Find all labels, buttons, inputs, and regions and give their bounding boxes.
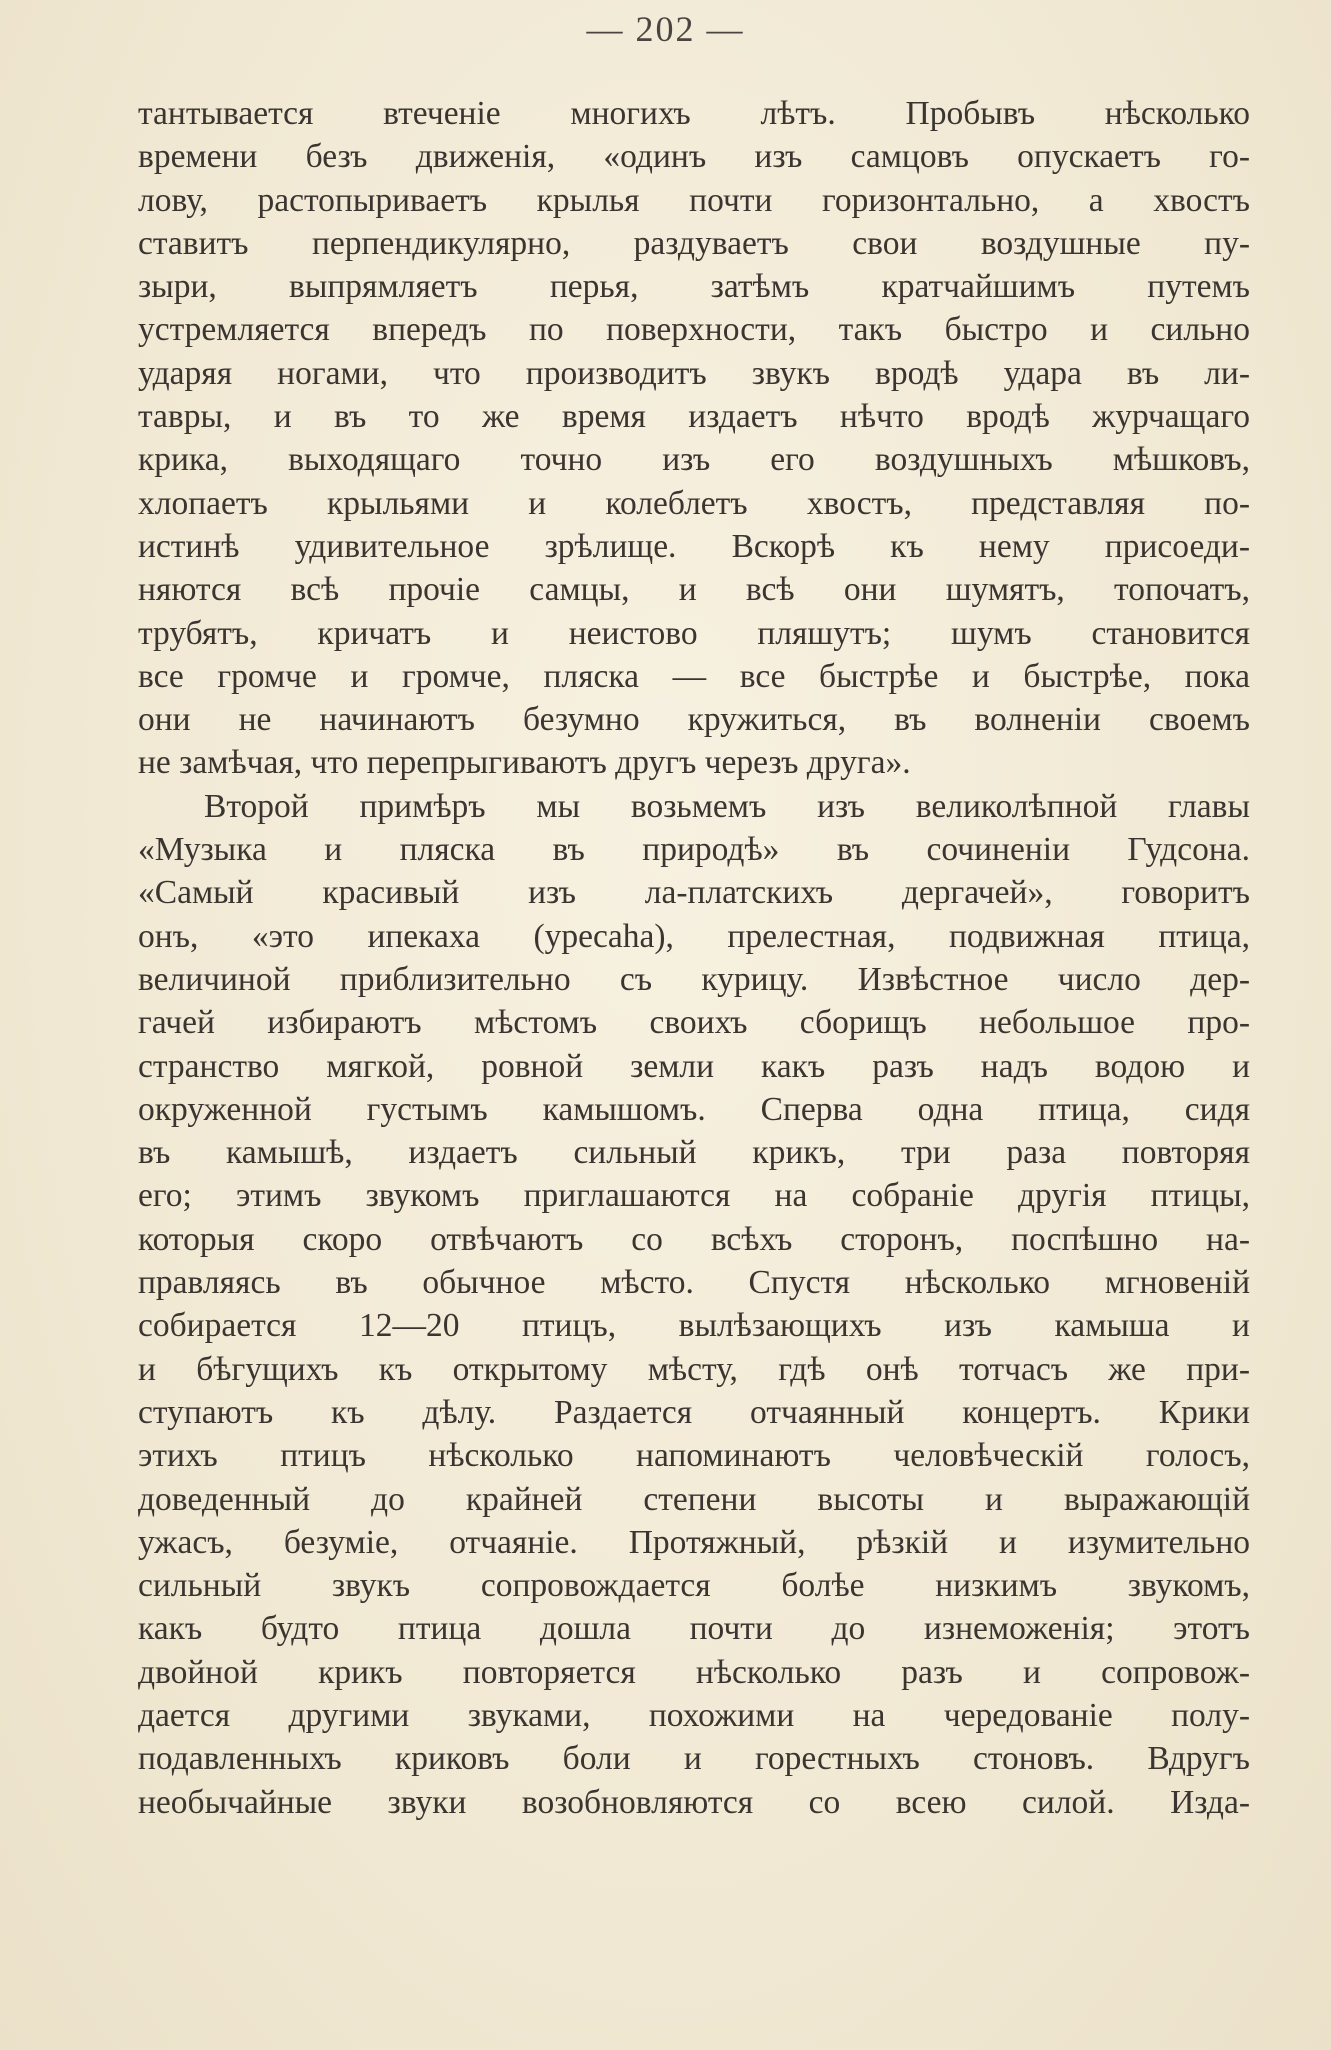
- text-line: времени безъ движенія, «одинъ изъ самцовъ опускаетъ го-: [138, 138, 1250, 176]
- text-line: подавленныхъ криковъ боли и горестныхъ стоновъ. Вдругъ: [138, 1740, 1250, 1778]
- body-text: [138, 92, 1250, 1824]
- text-line: ставитъ перпендикулярно, раздуваетъ свои воздушные пу-: [138, 224, 1250, 262]
- text-line: его; этимъ звукомъ приглашаются на собраніе другія птицы,: [138, 1177, 1250, 1215]
- text-line: все громче и громче, пляска — все быстрѣе и быстрѣе, пока: [138, 657, 1250, 695]
- text-line: «Музыка и пляска въ природѣ» въ сочиненіи Гудсона.: [138, 831, 1250, 869]
- text-line: онъ, «это ипекаха (ypecaha), прелестная, подвижная птица,: [138, 917, 1250, 955]
- text-line: ужасъ, безуміе, отчаяніе. Протяжный, рѣзкій и изумительно: [138, 1523, 1250, 1561]
- text-line: гачей избираютъ мѣстомъ своихъ сборищъ небольшое про-: [138, 1004, 1250, 1042]
- text-line: какъ будто птица дошла почти до изнеможенія; этотъ: [138, 1610, 1250, 1648]
- text-line: крика, выходящаго точно изъ его воздушныхъ мѣшковъ,: [138, 441, 1250, 479]
- text-line: ударяя ногами, что производитъ звукъ вродѣ удара въ ли-: [138, 354, 1250, 392]
- text-line: собирается 12—20 птицъ, вылѣзающихъ изъ камыша и: [138, 1307, 1250, 1345]
- text-line: лову, растопыриваетъ крылья почти горизонтально, а хвостъ: [138, 181, 1250, 219]
- text-line: «Самый красивый изъ ла-платскихъ дергачей», говоритъ: [138, 874, 1250, 912]
- text-line: доведенный до крайней степени высоты и выражающій: [138, 1480, 1250, 1518]
- text-line: величиной приблизительно съ курицу. Извѣстное число дер-: [138, 960, 1250, 998]
- text-line: ступаютъ къ дѣлу. Раздается отчаянный концертъ. Крики: [138, 1393, 1250, 1431]
- text-line: которыя скоро отвѣчаютъ со всѣхъ сторонъ, поспѣшно на-: [138, 1220, 1250, 1258]
- text-line: необычайные звуки возобновляются со всею силой. Изда-: [138, 1783, 1250, 1821]
- paragraph-first-line: Второй примѣръ мы возьмемъ изъ великолѣпной главы: [204, 787, 1250, 825]
- text-line: этихъ птицъ нѣсколько напоминаютъ человѣческій голосъ,: [138, 1437, 1250, 1475]
- page-number: — 202 —: [586, 9, 745, 49]
- paragraph-end-line: не замѣчая, что перепрыгиваютъ другъ черезъ друга».: [138, 744, 911, 782]
- text-line: странство мягкой, ровной земли какъ разъ надъ водою и: [138, 1047, 1250, 1085]
- text-line: двойной крикъ повторяется нѣсколько разъ и сопровож-: [138, 1653, 1250, 1691]
- text-line: правляясь въ обычное мѣсто. Спустя нѣсколько мгновеній: [138, 1264, 1250, 1302]
- text-line: няются всѣ прочіе самцы, и всѣ они шумятъ, топочатъ,: [138, 571, 1250, 609]
- text-line: тантывается втеченіе многихъ лѣтъ. Пробывъ нѣсколько: [138, 95, 1250, 132]
- text-line: тавры, и въ то же время издаетъ нѣчто вродѣ журчащаго: [138, 398, 1250, 436]
- text-line: сильный звукъ сопровождается болѣе низкимъ звукомъ,: [138, 1567, 1250, 1605]
- text-line: трубятъ, кричатъ и неистово пляшутъ; шумъ становится: [138, 614, 1250, 652]
- text-line: устремляется впередъ по поверхности, такъ быстро и сильно: [138, 311, 1250, 349]
- text-line: въ камышѣ, издаетъ сильный крикъ, три раза повторяя: [138, 1134, 1250, 1172]
- text-line: и бѣгущихъ къ открытому мѣсту, гдѣ онѣ тотчасъ же при-: [138, 1350, 1250, 1388]
- text-line: дается другими звуками, похожими на чередованіе полу-: [138, 1696, 1250, 1734]
- text-line: окруженной густымъ камышомъ. Сперва одна птица, сидя: [138, 1090, 1250, 1128]
- text-line: они не начинаютъ безумно кружиться, въ волненіи своемъ: [138, 701, 1250, 739]
- text-line: зыри, выпрямляетъ перья, затѣмъ кратчайшимъ путемъ: [138, 268, 1250, 306]
- text-line: истинѣ удивительное зрѣлище. Вскорѣ къ нему присоеди-: [138, 527, 1250, 565]
- text-line: хлопаетъ крыльями и колеблетъ хвостъ, представляя по-: [138, 484, 1250, 522]
